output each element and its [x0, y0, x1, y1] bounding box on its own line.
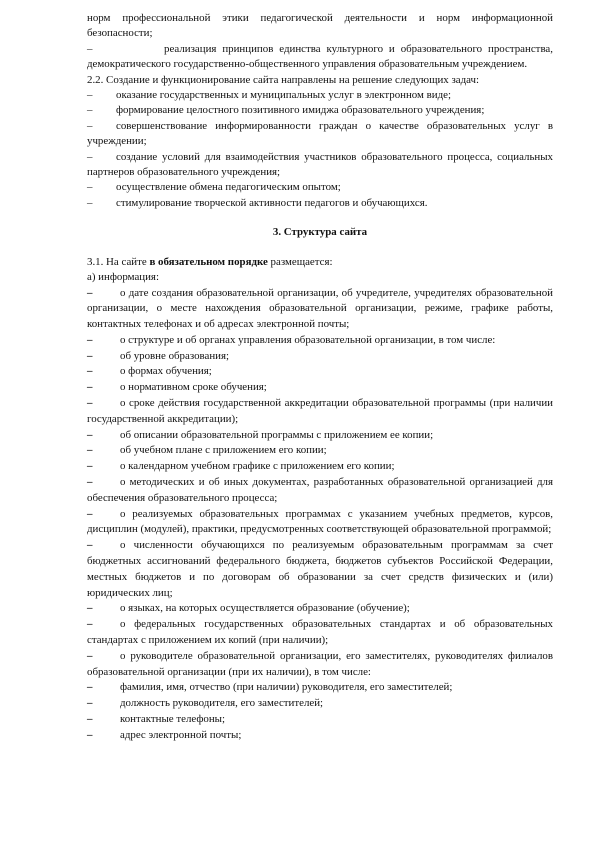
list-dash: –: [87, 333, 93, 346]
section-3-1-prefix: 3.1. На сайте: [87, 255, 150, 268]
list-item: [87, 150, 553, 181]
list-item-text: контактные телефоны;: [120, 713, 226, 726]
list-item-text: о реализуемых образовательных программах с указанием учебных предметов, курсов, дисциплин (модулей), практики, предусмотренных соответствующей образовательной программой;: [87, 507, 553, 536]
list-item-text: о численности обучающихся по реализуемым образовательным программам за счет бюджетных ассигнований федерального бюджета, бюджетов субъектов Российской Федерации, местных бюджетов и по договорам об образовании за счет средств физических и (или) юридических лиц;: [87, 539, 553, 599]
list-item: [87, 617, 553, 649]
section-2-2-list: [87, 88, 553, 211]
list-item-text: о формах обучения;: [120, 365, 212, 378]
section-3-heading: 3. Структура сайта: [272, 226, 368, 239]
list-item: [87, 286, 553, 333]
list-item: [87, 180, 553, 195]
list-item-text: совершенствование информированности граждан о качестве образовательных услуг в учреждении;: [87, 119, 553, 148]
section-3-1-list: [87, 286, 553, 744]
list-item-text: о календарном учебном графике с приложением его копии;: [120, 460, 395, 473]
list-dash: –: [87, 713, 93, 726]
paragraph-norms: норм профессиональной этики педагогической деятельности и норм информационной безопасности;: [87, 12, 553, 40]
list-dash: –: [87, 539, 93, 552]
list-dash: –: [87, 507, 93, 520]
list-item-text: о руководителе образовательной организации, его заместителях, руководителях филиалов образовательной организации (при их наличии), в том числе:: [87, 649, 553, 678]
list-dash: –: [87, 476, 93, 489]
list-item: [87, 680, 553, 696]
list-item: [87, 349, 553, 365]
list-item-text: о сроке действия государственной аккредитации образовательной программы (при наличии государственной аккредитации);: [87, 397, 553, 425]
list-dash: –: [87, 681, 93, 694]
list-dash: –: [87, 89, 93, 102]
list-item-text: стимулирование творческой активности педагогов и обучающихся.: [116, 196, 428, 209]
list-item: [87, 380, 553, 396]
list-item: [87, 428, 553, 444]
list-item-text: о дате создания образовательной организации, об учредителе, учредителях образовательной организации, о месте нахождения образовательной организации, режиме, графике работы, контактных телефонах и об адресах электронной почты;: [87, 286, 553, 331]
document-body: [87, 11, 553, 744]
list-dash: –: [87, 196, 93, 209]
list-dash: –: [87, 381, 93, 394]
list-item: [87, 712, 553, 728]
section-2-2-intro: 2.2. Создание и функционирование сайта направлены на решение следующих задач:: [87, 73, 480, 86]
list-item: [87, 459, 553, 475]
section-3-1-intro: [87, 255, 553, 270]
list-item-text: о нормативном сроке обучения;: [120, 381, 267, 394]
list-item-text: о федеральных государственных образовательных стандартах и об образовательных стандартах с приложением их копий (при наличии);: [87, 618, 553, 647]
list-item: [87, 649, 553, 681]
list-dash: –: [87, 444, 93, 457]
list-item: [87, 475, 553, 507]
list-item-text: о языках, на которых осуществляется образование (обучение);: [120, 602, 410, 615]
list-dash: –: [87, 286, 93, 299]
list-dash: –: [87, 181, 93, 194]
list-item-text: об описании образовательной программы с приложением ее копии;: [120, 428, 434, 441]
list-item: [87, 696, 553, 712]
list-item-text: должность руководителя, его заместителей;: [120, 697, 324, 710]
section-3-1-bold: в обязательном порядке: [149, 255, 268, 268]
list-item-text: оказание государственных и муниципальных услуг в электронном виде;: [116, 89, 452, 102]
list-item-text: о структуре и об органах управления образовательной организации, в том числе:: [120, 333, 496, 346]
list-dash: –: [87, 728, 93, 741]
list-item: [87, 364, 553, 380]
list-dash: –: [87, 42, 93, 55]
list-dash: –: [87, 460, 93, 473]
list-dash: –: [87, 150, 93, 163]
list-item: [87, 333, 553, 349]
list-item: [87, 507, 553, 539]
list-item: [87, 119, 553, 150]
list-item-text: адрес электронной почты;: [120, 728, 242, 741]
list-item: [87, 396, 553, 428]
list-item-text: о методических и об иных документах, разработанных образовательной организацией для обеспечения образовательного процесса;: [87, 476, 553, 504]
section-3-1-sub-a: а) информация:: [87, 271, 159, 284]
list-item-text: об учебном плане с приложением его копии;: [120, 444, 327, 457]
paragraph-principles-text: реализация принципов единства культурного и образовательного пространства, демократического государственно-общественного управления образовательным учреждением.: [87, 42, 553, 71]
list-item: [87, 88, 553, 103]
list-item-text: создание условий для взаимодействия участников образовательного процесса, социальных партнеров образовательного учреждения;: [87, 150, 553, 179]
section-3-1-suffix: размещается:: [267, 255, 333, 268]
list-dash: –: [87, 649, 93, 662]
list-dash: –: [87, 618, 93, 631]
list-dash: –: [87, 365, 93, 378]
list-item-text: формирование целостного позитивного имиджа образовательного учреждения;: [116, 104, 485, 117]
list-item-text: фамилия, имя, отчество (при наличии) руководителя, его заместителей;: [120, 681, 453, 694]
list-item: [87, 538, 553, 601]
list-item: [87, 196, 553, 211]
list-item-text: об уровне образования;: [120, 349, 230, 362]
list-item-text: осуществление обмена педагогическим опытом;: [116, 181, 341, 194]
list-dash: –: [87, 428, 93, 441]
list-item: [87, 728, 553, 744]
list-item: [87, 443, 553, 459]
list-dash: –: [87, 602, 93, 615]
paragraph-principles: [87, 42, 553, 73]
list-dash: –: [87, 397, 93, 410]
list-item: [87, 601, 553, 617]
list-dash: –: [87, 104, 93, 117]
list-item: [87, 103, 553, 118]
list-dash: –: [87, 119, 93, 132]
list-dash: –: [87, 697, 93, 710]
list-dash: –: [87, 349, 93, 362]
